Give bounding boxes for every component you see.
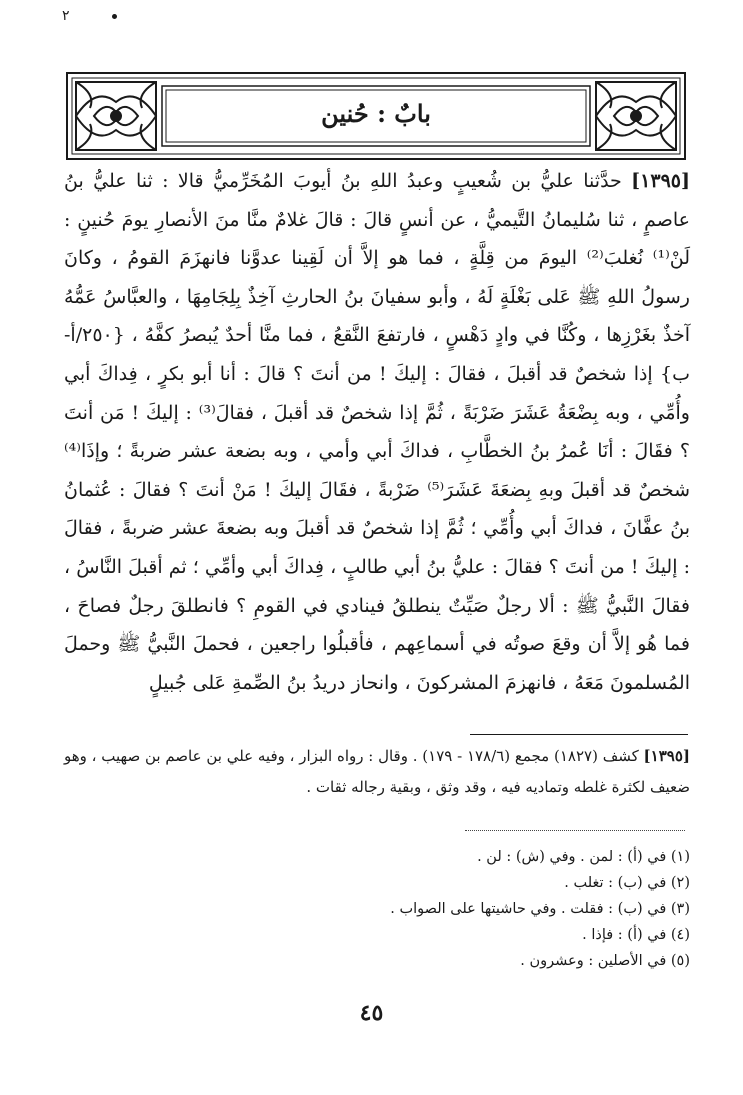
footnote-separator: [465, 830, 685, 831]
hadith-number: [١٣٩٥]: [631, 170, 690, 192]
page-number: ٤٥: [359, 1000, 384, 1026]
reference-text: كشف (١٨٢٧) مجمع (١٧٨/٦ - ١٧٩) . وقال : رواه البزار ، وفيه علي بن عاصم بن صهيب ، وهو ضعيف لكثرة غلطه وتماديه فيه ، وقد وثق ، وبقية رجاله ثقات .: [64, 747, 690, 796]
footnote-item: (٤) في (أ) : فإذا .: [582, 927, 690, 943]
chapter-banner: [66, 72, 686, 160]
corner-dot: [112, 14, 117, 19]
footnote-item: (٢) في (ب) : تغلب .: [564, 875, 690, 891]
hadith-paragraph: [64, 162, 690, 702]
reference-number: [١٣٩٥]: [643, 747, 690, 765]
corner-mark: ٢: [62, 8, 70, 24]
footnotes-list: [64, 844, 690, 974]
hadith-body: [64, 162, 690, 702]
footnote-item: (١) في (أ) : لمن . وفي (ش) : لن .: [477, 849, 690, 865]
footnote-item: (٥) في الأصلين : وعشرون .: [520, 953, 690, 969]
chapter-title: بابٌ : حُنين: [321, 99, 431, 128]
hadith-text: حدَّثنا عليُّ بن شُعيبٍ وعبدُ اللهِ بنُ أيوبَ المُخَرِّميُّ قالا : ثنا عليُّ بنُ عاصمٍ ، ثنا سُليمانُ التَّيميُّ ، عن أنسٍ قالَ : قالَ غلامٌ منَّا منَ الأنصارِ يومَ حُنينٍ : لَنْ⁽¹⁾ نُغلبَ⁽²⁾ اليومَ من قِلَّةٍ ، فما هو إلاَّ أن لَقِينا عدوَّنا فانهزَمَ القومُ ، وكانَ رسولُ اللهِ ﷺ عَلى بَغْلَةٍ لَهُ ، وأبو سفيانَ بنُ الحارثِ آخِذٌ بِلِجَامِهَا ، والعبَّاسُ عَمُّهُ آخذٌ بغَرْزِها ، وكُنَّا في وادٍ دَهْسٍ ، فارتفعَ النَّقعُ ، فما منَّا أحدٌ يُبصرُ كفَّهُ ، {٢٥٠/أ-ب} إذا شخصٌ قد أقبلَ ، فقالَ : إليكَ ! من أنتَ ؟ قالَ : أنا أبو بكرٍ ، فِداكَ أبي وأُمِّي ، وبه بِضْعَةُ عَشَرَ ضَرْبَةً ، ثُمَّ إذا شخصٌ قد أقبلَ ، فقالَ⁽³⁾ : إليكَ ! مَن أنتَ ؟ فقَالَ : أنَا عُمرُ بنُ الخطَّابِ ، فداكَ أبي وأمي ، وبه بضعة عشر ضربةً ؛ وإذَا⁽⁴⁾ شخصٌ قد أقبلَ وبهِ بِضعَةَ عَشَرَ⁽⁵⁾ ضَرْبةً ، فقَالَ إليكَ ! مَنْ أنتَ ؟ فقالَ : عُثمانُ بنُ عفَّانَ ، فداكَ أبي وأُمِّي ؛ ثُمَّ إذا شخصٌ قد أقبلَ وبه بضعةَ عشر ضربةً ، فقالَ : إليكَ ! من أنتَ ؟ فقالَ : عليُّ بنُ أبي طالبٍ ، فِداكَ أبي وأمِّي ؛ ثم أقبلَ النَّاسُ ، فقالَ النَّبيُّ ﷺ : ألا رجلٌ صَيِّتٌ ينطلقُ فينادي في القومِ ؟ فانطلقَ رجلٌ فصاحَ ، فما هُو إلاَّ أن وقعَ صوتُه في أسماعِهم ، فأقبلُوا راجعين ، فحملَ النَّبيُّ ﷺ وحملَ المُسلمونَ مَعَهُ ، فانهزمَ المشركونَ ، وانحاز دريدُ بنُ الصِّمةِ عَلى جُبيلٍ: [64, 170, 691, 694]
reference-note: [64, 741, 690, 803]
footnote-item: (٣) في (ب) : فقلت . وفي حاشيتها على الصواب .: [390, 901, 690, 917]
section-divider: [470, 734, 688, 735]
